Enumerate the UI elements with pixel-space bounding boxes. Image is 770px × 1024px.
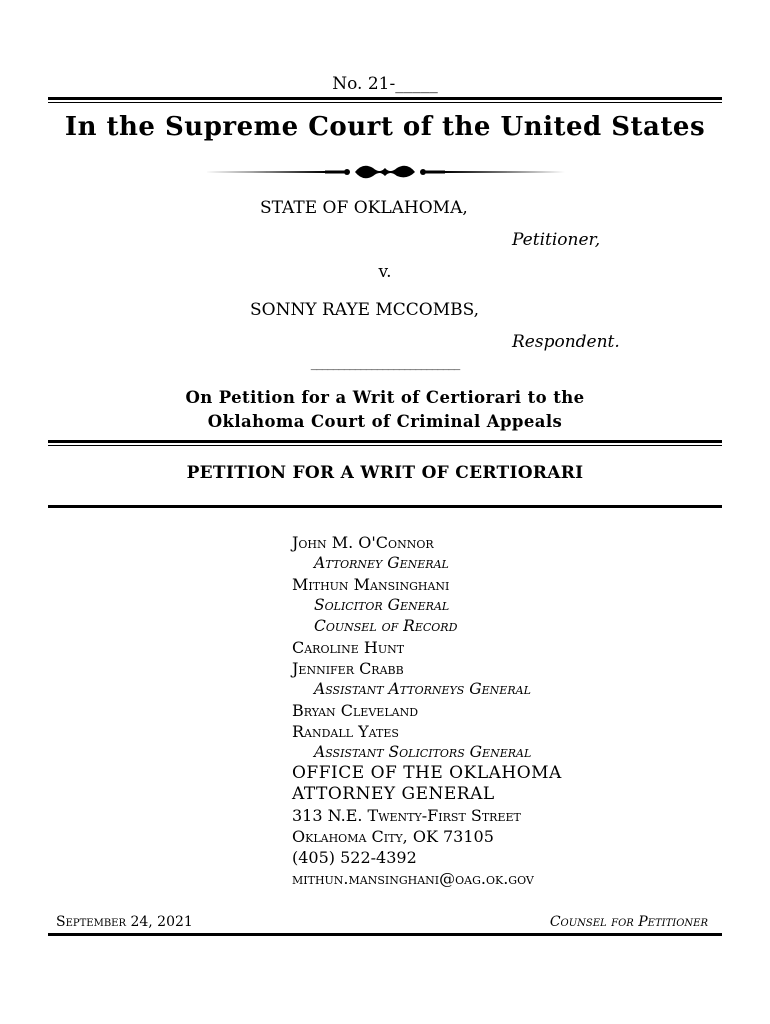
court-title: In the Supreme Court of the United States	[64, 112, 706, 142]
office-phone: (405) 522-4392	[292, 848, 417, 867]
counsel-title: Solicitor General	[314, 596, 450, 614]
middle-rule-thin	[48, 445, 722, 446]
respondent-name: SONNY RAYE MCCOMBS,	[250, 300, 480, 320]
versus: v.	[378, 262, 392, 282]
office-city: Oklahoma City, OK 73105	[292, 827, 494, 846]
top-rule	[48, 97, 722, 100]
counsel-for: Counsel for Petitioner	[549, 914, 708, 930]
separator-line: ___________________________	[310, 356, 460, 371]
subtitle	[48, 386, 722, 434]
top-rule-thin	[48, 102, 722, 103]
office-name: OFFICE OF THE OKLAHOMA	[292, 763, 562, 783]
office-name: ATTORNEY GENERAL	[292, 784, 495, 804]
office-address: 313 N.E. Twenty-First Street	[292, 806, 521, 825]
lower-rule	[48, 505, 722, 508]
counsel-name: Randall Yates	[292, 722, 399, 741]
ornament-divider	[205, 160, 565, 184]
filing-date: September 24, 2021	[56, 914, 193, 930]
counsel-title: Counsel of Record	[314, 617, 458, 635]
counsel-title: Assistant Solicitors General	[314, 743, 532, 761]
petitioner-name: STATE OF OKLAHOMA,	[260, 198, 468, 218]
petitioner-role: Petitioner,	[512, 230, 601, 250]
counsel-block	[292, 532, 562, 889]
counsel-name: Caroline Hunt	[292, 638, 405, 657]
counsel-name: Bryan Cleveland	[292, 701, 419, 720]
subtitle-line-1: On Petition for a Writ of Certiorari to the	[185, 388, 585, 407]
counsel-name: Jennifer Crabb	[292, 659, 404, 678]
subtitle-line-2: Oklahoma Court of Criminal Appeals	[207, 412, 563, 431]
counsel-name: Mithun Mansinghani	[292, 575, 450, 594]
counsel-title: Assistant Attorneys General	[314, 680, 531, 698]
counsel-title: Attorney General	[314, 554, 449, 572]
counsel-name: John M. O'Connor	[292, 533, 434, 552]
respondent-role: Respondent.	[512, 332, 620, 352]
middle-rule	[48, 440, 722, 443]
document-title: PETITION FOR A WRIT OF CERTIORARI	[186, 463, 584, 483]
bottom-rule	[48, 933, 722, 936]
office-email: mithun.mansinghani@oag.ok.gov	[292, 869, 534, 888]
case-number: No. 21-_____	[332, 74, 438, 94]
